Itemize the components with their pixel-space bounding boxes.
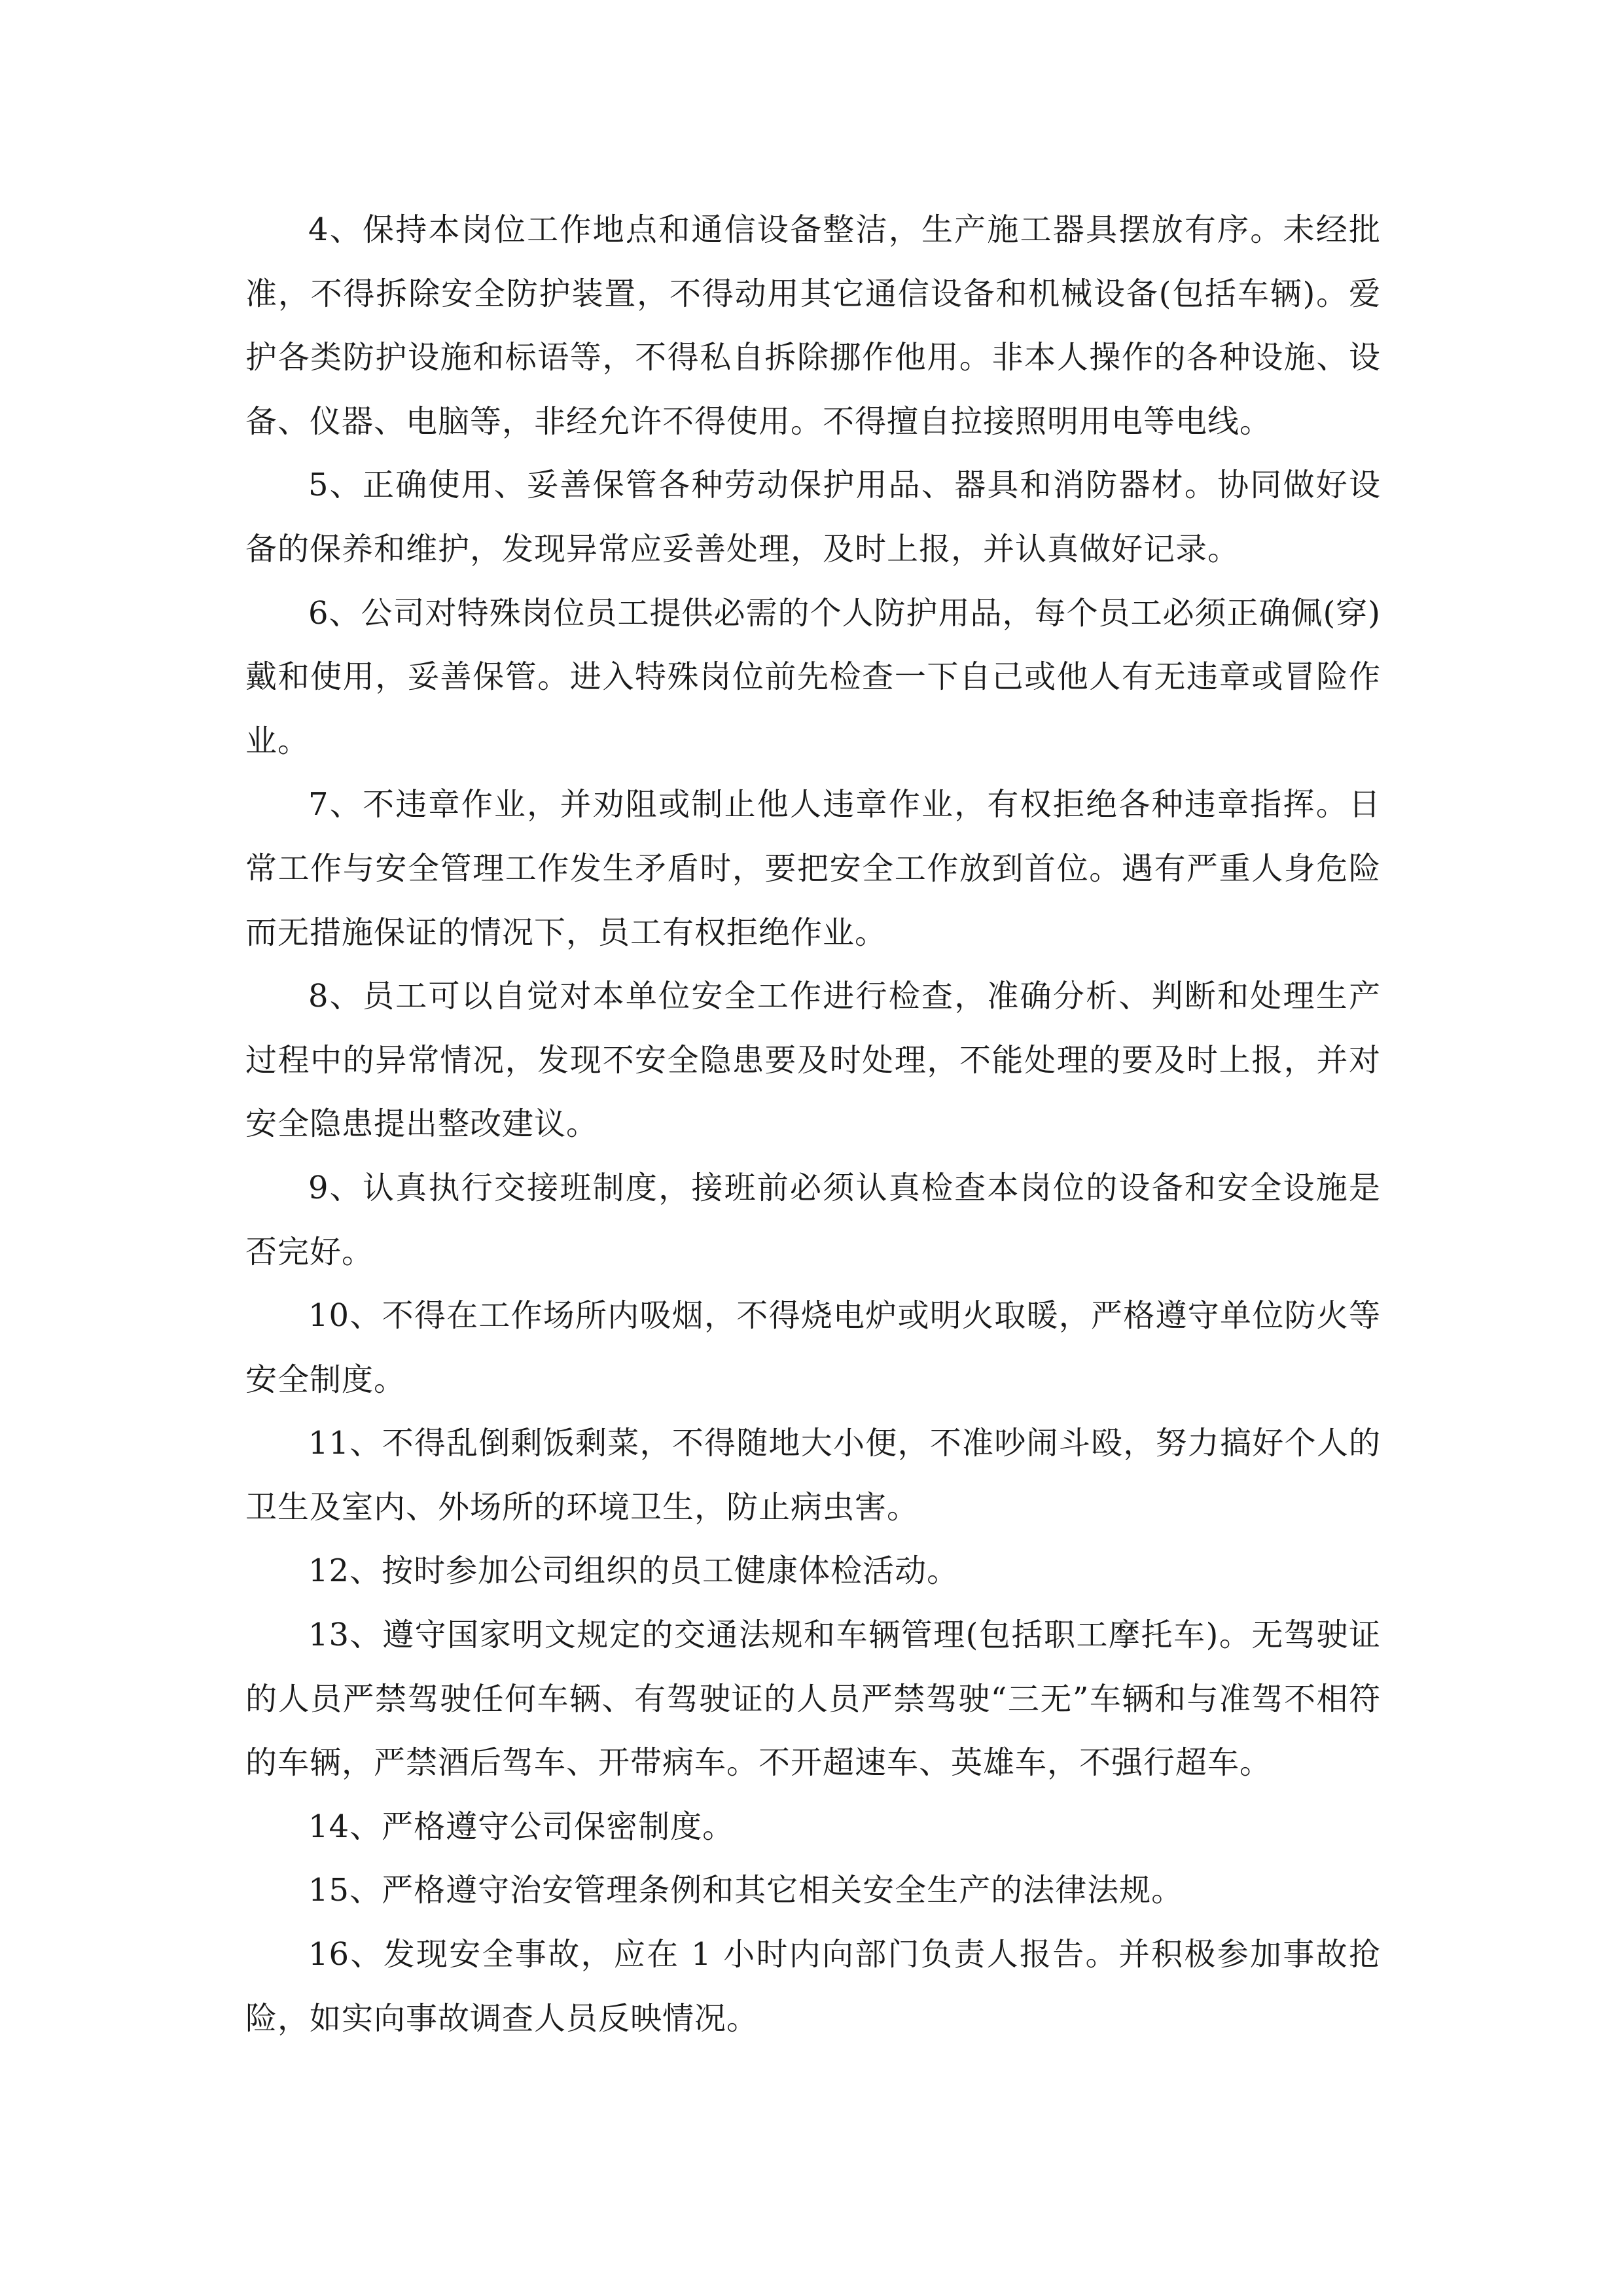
- paragraph-item-14: 14、严格遵守公司保密制度。: [308, 1808, 735, 1845]
- document-body: [245, 198, 1381, 2051]
- paragraph-item-7: 7、不违章作业，并劝阻或制止他人违章作业，有权拒绝各种违章指挥。日常工作与安全管理工作发生矛盾时，要把安全工作放到首位。遇有严重人身危险而无措施保证的情况下，员工有权拒绝作业。: [245, 786, 1381, 951]
- paragraph-item-9: 9、认真执行交接班制度，接班前必须认真检查本岗位的设备和安全设施是否完好。: [245, 1169, 1381, 1270]
- paragraph-item-4: 4、保持本岗位工作地点和通信设备整洁，生产施工器具摆放有序。未经批准，不得拆除安全防护装置，不得动用其它通信设备和机械设备(包括车辆)。爱护各类防护设施和标语等，不得私自拆除挪作他用。非本人操作的各种设施、设备、仪器、电脑等，非经允许不得使用。不得擅自拉接照明用电等电线。: [245, 211, 1381, 440]
- paragraph-item-5: 5、正确使用、妥善保管各种劳动保护用品、器具和消防器材。协同做好设备的保养和维护，发现异常应妥善处理，及时上报，并认真做好记录。: [245, 467, 1381, 567]
- paragraph-item-10: 10、不得在工作场所内吸烟，不得烧电炉或明火取暖，严格遵守单位防火等安全制度。: [245, 1297, 1381, 1398]
- paragraph-item-13: 13、遵守国家明文规定的交通法规和车辆管理(包括职工摩托车)。无驾驶证的人员严禁驾驶任何车辆、有驾驶证的人员严禁驾驶“三无”车辆和与准驾不相符的车辆，严禁酒后驾车、开带病车。不开超速车、英雄车，不强行超车。: [245, 1617, 1381, 1782]
- paragraph-item-6: 6、公司对特殊岗位员工提供必需的个人防护用品，每个员工必须正确佩(穿)戴和使用，妥善保管。进入特殊岗位前先检查一下自己或他人有无违章或冒险作业。: [245, 594, 1381, 759]
- paragraph-item-11: 11、不得乱倒剩饭剩菜，不得随地大小便，不准吵闹斗殴，努力搞好个人的卫生及室内、外场所的环境卫生，防止病虫害。: [245, 1425, 1381, 1526]
- paragraph-item-15: 15、严格遵守治安管理条例和其它相关安全生产的法律法规。: [308, 1872, 1184, 1909]
- paragraph-item-12: 12、按时参加公司组织的员工健康体检活动。: [308, 1552, 959, 1590]
- paragraph-item-8: 8、员工可以自觉对本单位安全工作进行检查，准确分析、判断和处理生产过程中的异常情况，发现不安全隐患要及时处理，不能处理的要及时上报，并对安全隐患提出整改建议。: [245, 978, 1381, 1143]
- paragraph-item-16: 16、发现安全事故，应在 1 小时内向部门负责人报告。并积极参加事故抢险，如实向事故调查人员反映情况。: [245, 1936, 1381, 2037]
